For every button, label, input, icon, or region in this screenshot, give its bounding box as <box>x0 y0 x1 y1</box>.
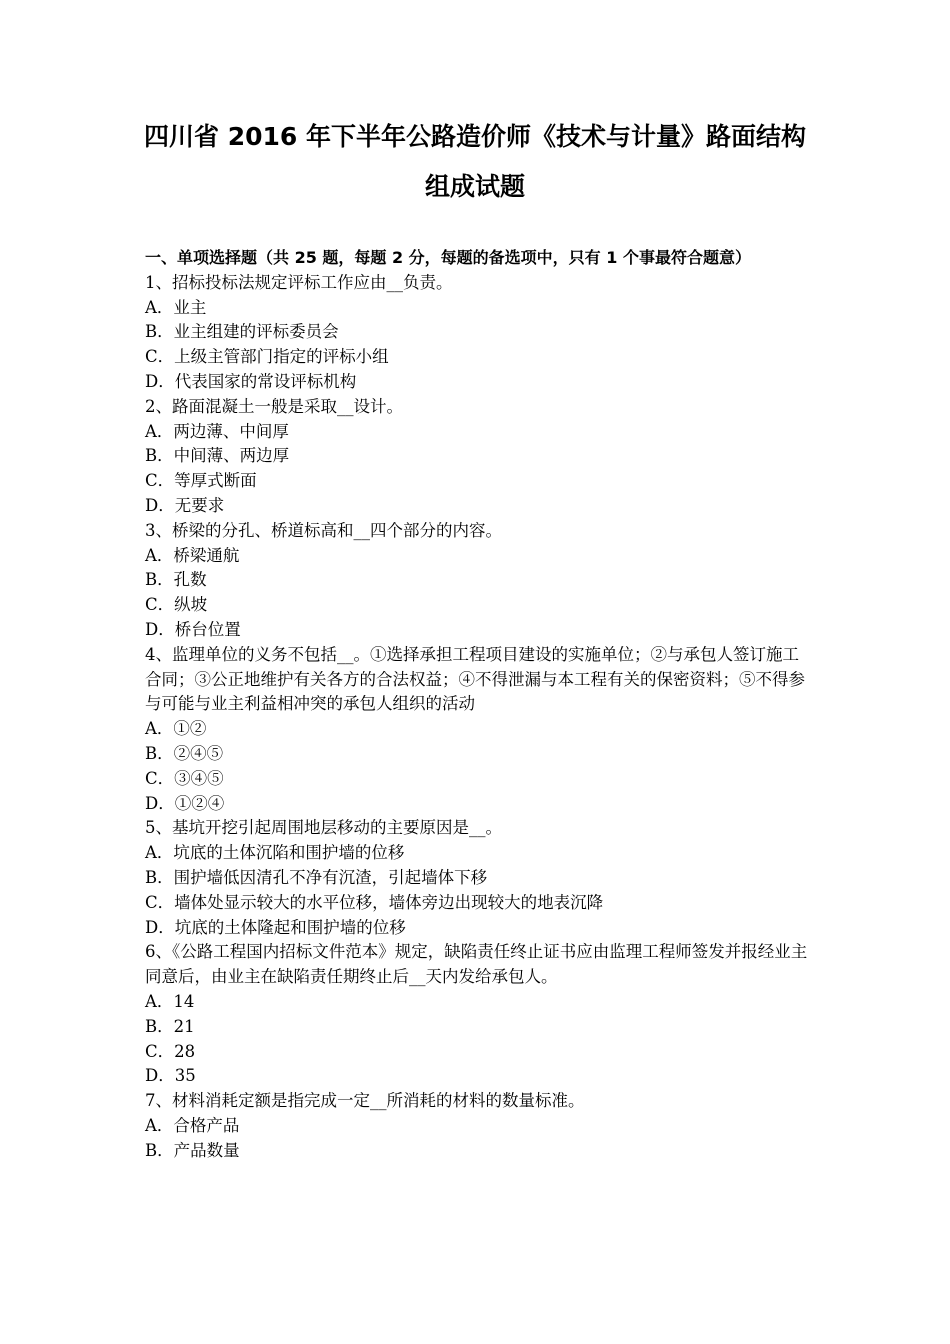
option-c: C．等厚式断面 <box>145 471 257 491</box>
question-7 <box>145 1089 810 1163</box>
question-stem: 1、招标投标法规定评标工作应由__负责。 <box>145 272 453 292</box>
option-a: A．坑底的土体沉陷和围护墙的位移 <box>145 843 405 863</box>
question-stem: 6、《公路工程国内招标文件范本》规定，缺陷责任终止证书应由监理工程师签发并报经业主同意后，由业主在缺陷责任期终止后__天内发给承包人。 <box>145 942 808 987</box>
option-d: D．35 <box>145 1066 196 1086</box>
option-a: A．14 <box>145 991 195 1011</box>
option-a: A．两边薄、中间厚 <box>145 421 289 441</box>
option-d: D．无要求 <box>145 495 225 515</box>
option-b: B．中间薄、两边厚 <box>145 446 290 466</box>
option-b: B．孔数 <box>145 570 207 590</box>
document-body <box>145 246 810 1163</box>
question-stem: 3、桥梁的分孔、桥道标高和__四个部分的内容。 <box>145 520 502 540</box>
option-a: A．桥梁通航 <box>145 545 240 565</box>
option-d: D．桥台位置 <box>145 619 241 639</box>
option-d: D．代表国家的常设评标机构 <box>145 371 357 391</box>
option-b: B．21 <box>145 1016 195 1036</box>
option-c: C．墙体处显示较大的水平位移，墙体旁边出现较大的地表沉降 <box>145 892 604 912</box>
document-title-line-1: 四川省 2016 年下半年公路造价师《技术与计量》路面结构 <box>144 122 806 151</box>
option-b: B．②④⑤ <box>145 743 224 763</box>
question-2 <box>145 395 810 519</box>
question-4 <box>145 643 810 817</box>
question-3 <box>145 519 810 643</box>
document-title-line-2: 组成试题 <box>424 172 525 201</box>
question-stem: 7、材料消耗定额是指完成一定__所消耗的材料的数量标准。 <box>145 1091 585 1111</box>
option-a: A．合格产品 <box>145 1115 240 1135</box>
option-b: B．围护墙低因清孔不净有沉渣，引起墙体下移 <box>145 867 488 887</box>
option-d: D．坑底的土体隆起和围护墙的位移 <box>145 917 406 937</box>
question-6 <box>145 940 810 1089</box>
option-a: A．①② <box>145 719 207 739</box>
option-c: C．28 <box>145 1041 196 1061</box>
option-c: C．上级主管部门指定的评标小组 <box>145 347 389 367</box>
option-a: A．业主 <box>145 297 207 317</box>
question-1 <box>145 271 810 395</box>
question-stem: 4、监理单位的义务不包括__。①选择承担工程项目建设的实施单位；②与承包人签订施工合同；③公正地维护有关各方的合法权益；④不得泄漏与本工程有关的保密资料；⑤不得参与可能与业主利益相冲突的承包人组织的活动 <box>145 644 805 714</box>
question-stem: 2、路面混凝土一般是采取__设计。 <box>145 396 403 416</box>
question-5 <box>145 816 810 940</box>
option-d: D．①②④ <box>145 793 225 813</box>
option-c: C．③④⑤ <box>145 768 224 788</box>
option-b: B．产品数量 <box>145 1140 240 1160</box>
option-b: B．业主组建的评标委员会 <box>145 322 339 342</box>
option-c: C．纵坡 <box>145 595 208 615</box>
question-stem: 5、基坑开挖引起周围地层移动的主要原因是__。 <box>145 818 502 838</box>
section-heading: 一、单项选择题（共 25 题，每题 2 分，每题的备选项中，只有 1 个事最符合题意） <box>145 248 751 267</box>
